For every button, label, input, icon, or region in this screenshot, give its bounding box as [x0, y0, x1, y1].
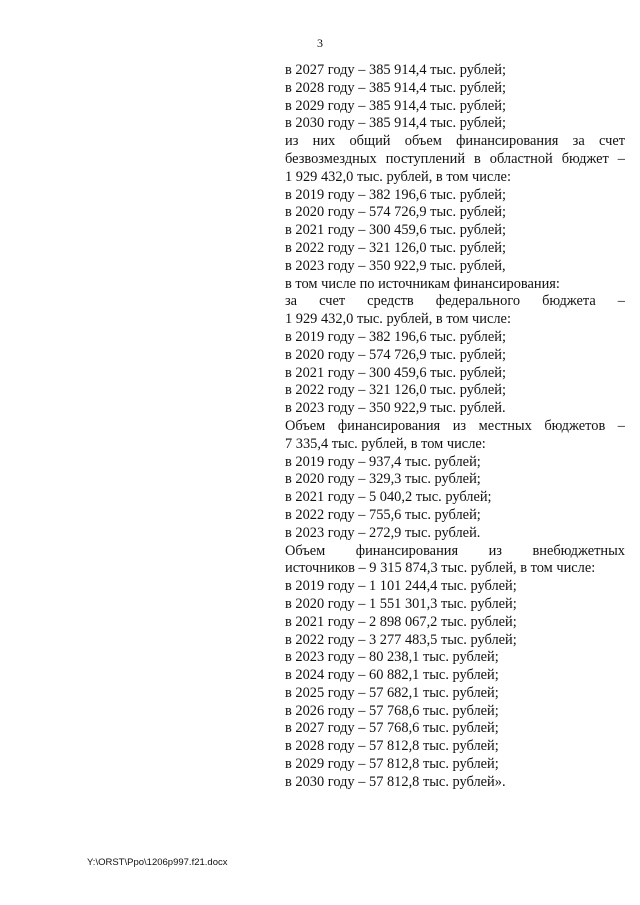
- document-body: [285, 62, 625, 792]
- text-line: 1 929 432,0 тыс. рублей, в том числе:: [285, 311, 511, 328]
- text-line: в 2029 году – 57 812,8 тыс. рублей;: [285, 756, 499, 773]
- text-line: из них общий объем финансирования за счет: [285, 133, 625, 150]
- page-number: 3: [317, 36, 323, 50]
- text-line: в 2020 году – 329,3 тыс. рублей;: [285, 471, 481, 488]
- text-line: в 2029 году – 385 914,4 тыс. рублей;: [285, 97, 506, 114]
- text-line: в 2019 году – 1 101 244,4 тыс. рублей;: [285, 578, 517, 595]
- text-line: в 2019 году – 937,4 тыс. рублей;: [285, 453, 481, 470]
- text-line: в 2023 году – 80 238,1 тыс. рублей;: [285, 649, 499, 666]
- text-line: источников – 9 315 874,3 тыс. рублей, в том числе:: [285, 560, 596, 577]
- text-line: в 2030 году – 57 812,8 тыс. рублей».: [285, 773, 506, 790]
- text-line: Объем финансирования из местных бюджетов –: [285, 417, 625, 434]
- text-line: в 2019 году – 382 196,6 тыс. рублей;: [285, 328, 506, 345]
- text-line: в 2023 году – 272,9 тыс. рублей.: [285, 524, 481, 541]
- text-line: в 2030 году – 385 914,4 тыс. рублей;: [285, 115, 506, 132]
- text-line: безвозмездных поступлений в областной бюджет –: [285, 150, 625, 167]
- text-line: в 2022 году – 755,6 тыс. рублей;: [285, 506, 481, 523]
- text-line: в 2022 году – 321 126,0 тыс. рублей;: [285, 239, 506, 256]
- text-line: в 2023 году – 350 922,9 тыс. рублей.: [285, 400, 506, 417]
- text-line: за счет средств федерального бюджета –: [285, 293, 625, 310]
- text-line: в 2023 году – 350 922,9 тыс. рублей,: [285, 257, 506, 274]
- footer-file-path: Y:\ORST\Ppo\1206p997.f21.docx: [87, 857, 228, 868]
- text-line: в 2021 году – 300 459,6 тыс. рублей;: [285, 364, 506, 381]
- text-line: в 2027 году – 385 914,4 тыс. рублей;: [285, 62, 506, 78]
- text-line: в 2019 году – 382 196,6 тыс. рублей;: [285, 186, 506, 203]
- text-line: в том числе по источникам финансирования:: [285, 275, 560, 292]
- text-line: 1 929 432,0 тыс. рублей, в том числе:: [285, 168, 511, 185]
- text-line: в 2022 году – 321 126,0 тыс. рублей;: [285, 382, 506, 399]
- text-line: в 2028 году – 385 914,4 тыс. рублей;: [285, 79, 506, 96]
- text-line: в 2020 году – 574 726,9 тыс. рублей;: [285, 204, 506, 221]
- text-line: в 2027 году – 57 768,6 тыс. рублей;: [285, 720, 499, 737]
- text-line: в 2022 году – 3 277 483,5 тыс. рублей;: [285, 631, 517, 648]
- text-line: в 2024 году – 60 882,1 тыс. рублей;: [285, 667, 499, 684]
- text-line: 7 335,4 тыс. рублей, в том числе:: [285, 435, 486, 452]
- text-line: в 2028 году – 57 812,8 тыс. рублей;: [285, 738, 499, 755]
- text-line: в 2021 году – 300 459,6 тыс. рублей;: [285, 222, 506, 239]
- text-line: в 2021 году – 5 040,2 тыс. рублей;: [285, 489, 492, 506]
- text-line: в 2025 году – 57 682,1 тыс. рублей;: [285, 684, 499, 701]
- text-line: Объем финансирования из внебюджетных: [285, 542, 625, 559]
- text-line: в 2020 году – 574 726,9 тыс. рублей;: [285, 346, 506, 363]
- text-line: в 2026 году – 57 768,6 тыс. рублей;: [285, 702, 499, 719]
- text-line: в 2020 году – 1 551 301,3 тыс. рублей;: [285, 595, 517, 612]
- text-line: в 2021 году – 2 898 067,2 тыс. рублей;: [285, 613, 517, 630]
